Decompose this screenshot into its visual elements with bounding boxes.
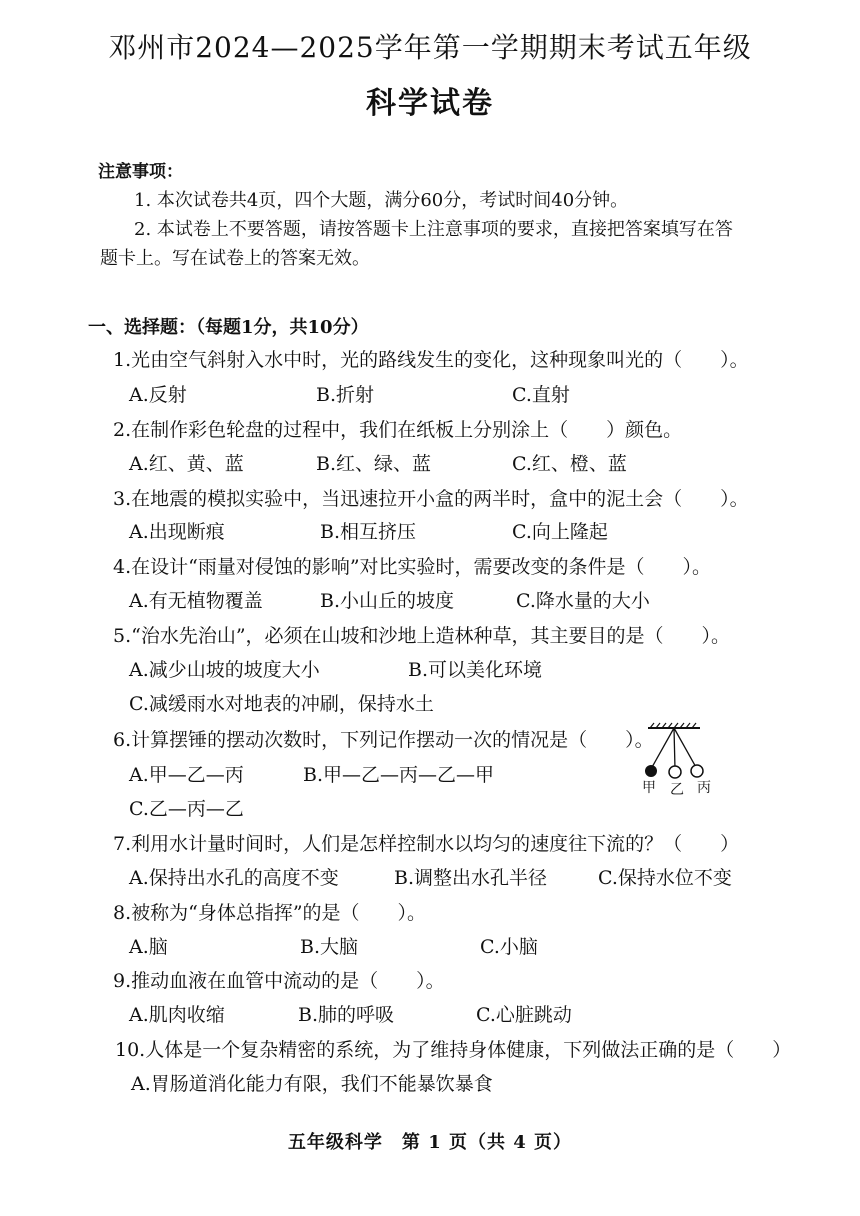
pendulum-label-jia: 甲	[642, 780, 658, 796]
option-c: C.降水量的大小	[516, 590, 650, 612]
option-a: A.胃肠道消化能力有限，我们不能暴饮暴食	[131, 1073, 493, 1095]
option-c: C.向上隆起	[512, 521, 608, 543]
option-b: B.大脑	[300, 936, 359, 958]
pendulum-label-yi: 乙	[670, 782, 686, 798]
option-c: C.减缓雨水对地表的冲刷，保持水土	[129, 693, 434, 715]
option-b: B.调整出水孔半径	[394, 867, 548, 889]
pendulum-bob-bing	[691, 765, 703, 777]
option-a: A.减少山坡的坡度大小	[129, 659, 320, 681]
option-b: B.相互挤压	[320, 521, 417, 543]
question-stem: 2.在制作彩色轮盘的过程中，我们在纸板上分别涂上（ ）颜色。	[113, 419, 683, 441]
notes-line-1: 1. 本次试卷共4页，四个大题，满分60分，考试时间40分钟。	[134, 190, 629, 211]
exam-subtitle: 科学试卷	[366, 86, 494, 121]
option-a: A.脑	[129, 936, 168, 958]
pendulum-bob-jia	[645, 765, 657, 777]
page-footer: 五年级科学 第 1 页（共 4 页）	[287, 1132, 573, 1153]
question-stem: 9.推动血液在血管中流动的是（ ）。	[113, 970, 445, 992]
exam-title: 邓州市2024—2025学年第一学期期末考试五年级	[108, 31, 752, 64]
notes-line-2a: 2. 本试卷上不要答题，请按答题卡上注意事项的要求，直接把答案填写在答	[134, 219, 733, 240]
option-a: A.保持出水孔的高度不变	[129, 867, 339, 889]
notes-title: 注意事项：	[98, 162, 183, 182]
option-b: B.肺的呼吸	[298, 1004, 395, 1026]
option-b: B.折射	[316, 384, 375, 406]
question-stem: 6.计算摆锤的摆动次数时，下列记作摆动一次的情况是（ ）。	[113, 729, 654, 751]
question-stem: 8.被称为“身体总指挥”的是（ ）。	[113, 902, 427, 924]
option-a: A.有无植物覆盖	[129, 590, 263, 612]
question-stem: 5.“治水先治山”，必须在山坡和沙地上造林种草，其主要目的是（ ）。	[113, 625, 731, 647]
option-b: B.小山丘的坡度	[320, 590, 455, 612]
option-c: C.直射	[512, 384, 570, 406]
option-b: B.甲—乙—丙—乙—甲	[303, 764, 495, 786]
option-a: A.红、黄、蓝	[129, 453, 244, 475]
pendulum-label-bing: 丙	[697, 780, 713, 796]
option-a: A.肌肉收缩	[129, 1004, 225, 1026]
option-a: A.甲—乙—丙	[129, 764, 244, 786]
option-b: B.红、绿、蓝	[316, 453, 432, 475]
question-stem: 7.利用水计量时间时，人们是怎样控制水以均匀的速度往下流的？（ ）	[113, 833, 740, 855]
notes-line-2b: 题卡上。写在试卷上的答案无效。	[100, 248, 370, 269]
option-c: C.保持水位不变	[598, 867, 732, 889]
question-stem: 3.在地震的模拟实验中，当迅速拉开小盒的两半时，盒中的泥土会（ ）。	[113, 488, 749, 510]
option-c: C.小脑	[480, 936, 538, 958]
option-c: C.心脏跳动	[476, 1004, 572, 1026]
option-c: C.红、橙、蓝	[512, 453, 627, 475]
question-stem: 4.在设计“雨量对侵蚀的影响”对比实验时，需要改变的条件是（ ）。	[113, 556, 712, 578]
option-a: A.出现断痕	[129, 521, 225, 543]
pendulum-bob-yi	[669, 766, 681, 778]
option-c: C.乙—丙—乙	[129, 798, 244, 820]
section-title: 一、选择题：（每题1分，共10分）	[88, 317, 369, 338]
option-b: B.可以美化环境	[408, 659, 543, 681]
question-stem: 10.人体是一个复杂精密的系统，为了维持身体健康，下列做法正确的是（ ）	[115, 1039, 792, 1061]
question-stem: 1.光由空气斜射入水中时，光的路线发生的变化，这种现象叫光的（ ）。	[113, 349, 749, 371]
option-a: A.反射	[129, 384, 187, 406]
